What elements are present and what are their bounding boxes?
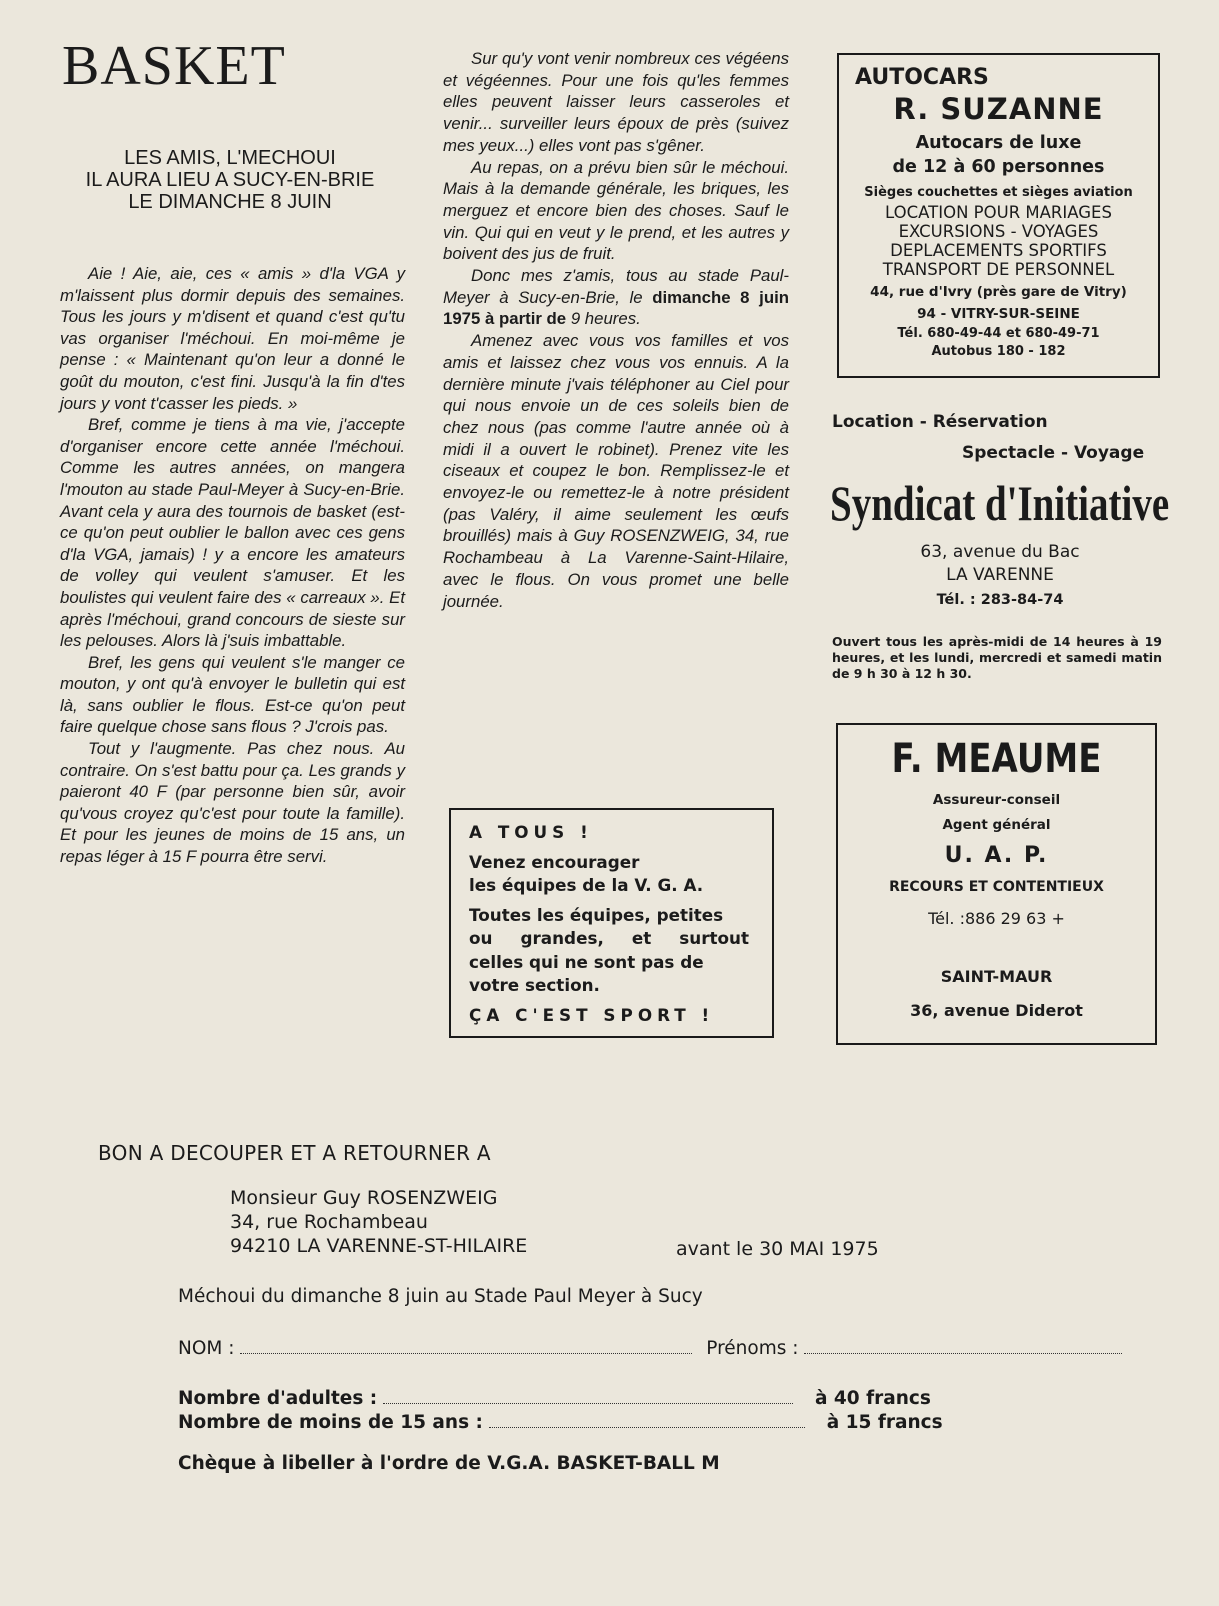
adults-price: à 40 francs [815, 1388, 931, 1409]
kids-row [178, 1412, 943, 1433]
article-paragraph: Bref, les gens qui veulent s'le manger ce mouton, y ont qu'à envoyer le bulletin qui est là, sans oublier le flous. Est-ce qu'on peut faire quelque chose sans flous ? J'crois pas. [60, 652, 405, 737]
encourage-title: A TOUS ! [469, 822, 593, 842]
prenoms-field[interactable] [804, 1339, 1122, 1354]
encourage-line: les équipes de la V. G. A. [469, 875, 704, 895]
ad-meaume-role-2: Agent général [942, 817, 1051, 833]
ad-meaume-role-1: Assureur-conseil [932, 792, 1061, 808]
syndicat-title: Syndicat d'Initiative [830, 475, 1170, 531]
article-paragraph: Au repas, on a prévu bien sûr le méchoui. Mais à la demande générale, les briques, les merguez et encore bien des choses. Sauf le vin. Qui qui en veut y le prend, et les autres y boivent des jus de fruit. [443, 157, 789, 264]
nom-field[interactable] [240, 1339, 692, 1354]
kids-price: à 15 francs [826, 1412, 943, 1433]
ad-autocars-tagline-2: de 12 à 60 personnes [892, 157, 1105, 177]
ad-autocars-service: EXCURSIONS - VOYAGES [898, 222, 1099, 241]
coupon-address-line: Monsieur Guy ROSENZWEIG [230, 1187, 498, 1209]
ad-meaume-phone: Tél. :886 29 63 + [928, 909, 1065, 928]
encourage-line: celles qui ne sont pas de [469, 951, 704, 972]
ad-meaume [836, 723, 1157, 1045]
encourage-box [449, 808, 774, 1038]
ad-autocars-address: 44, rue d'Ivry (près gare de Vitry) [870, 284, 1127, 300]
ad-autocars-name-1: AUTOCARS [855, 65, 989, 90]
masthead-title: BASKET [62, 35, 286, 97]
article-paragraph: Amenez avec vous vos familles et vos amis et laissez chez vous vos ennuis. A la dernière minute j'vais téléphoner au Ciel pour qui nous envoie un de ces soleils bien de chez nous (pas comme l'autre année où à midi il a ouvert le robinet). Prenez vite les ciseaux et coupez le bon. Remplissez-le et envoyez-le ou remettez-le à notre président (pas Valéry, il aime seulement les œufs brouillés) mais à Guy ROSENZWEIG, 34, rue Rochambeau à La Varenne-Saint-Hilaire, avec le flous. On vous promet une belle journée. [443, 331, 789, 611]
encourage-line: Toutes les équipes, petites [469, 904, 724, 925]
syndicat-phone: Tél. : 283-84-74 [936, 592, 1064, 608]
encourage-line: ou grandes, et surtout [469, 928, 749, 948]
syndicat-address-line-1: 63, avenue du Bac [920, 542, 1080, 562]
article-paragraph: Tout y l'augmente. Pas chez nous. Au contraire. On s'est battu pour ça. Les grands y paieront 40 F (par personne bien sûr, avoir qu'vous croyez qu'c'est pour toute la famille). Et pour les jeunes de moins de 15 ans, un repas léger à 15 F pourra être servi. [60, 739, 405, 867]
article-paragraph-date [443, 265, 789, 330]
date-text-post: 9 heures. [570, 309, 641, 329]
kids-label: Nombre de moins de 15 ans : [178, 1412, 483, 1433]
encourage-footer: ÇA C'EST SPORT ! [469, 1004, 715, 1025]
ad-autocars-service: LOCATION POUR MARIAGES [885, 203, 1112, 222]
ad-autocars-bus: Autobus 180 - 182 [931, 344, 1066, 359]
nom-label: NOM : [178, 1338, 235, 1359]
syndicat-address-line-2: LA VARENNE [946, 565, 1054, 585]
coupon-event: Méchoui du dimanche 8 juin au Stade Paul Meyer à Sucy [178, 1286, 703, 1307]
ad-meaume-company: U. A. P. [944, 843, 1049, 868]
article-headline [50, 147, 410, 213]
syndicat-location: Location - Réservation [832, 412, 1048, 432]
coupon-heading: BON A DECOUPER ET A RETOURNER A [98, 1141, 491, 1165]
headline-line-2: IL AURA LIEU A SUCY-EN-BRIE [85, 169, 375, 191]
ad-autocars-seats: Sièges couchettes et sièges aviation [864, 185, 1133, 200]
ad-autocars-service: DEPLACEMENTS SPORTIFS [890, 241, 1107, 260]
headline-line-3: LE DIMANCHE 8 JUIN [128, 191, 332, 213]
coupon-address [230, 1186, 527, 1258]
ad-autocars-phone: Tél. 680-49-44 et 680-49-71 [897, 326, 1100, 341]
ad-meaume-name: F. MEAUME [891, 736, 1102, 782]
date-text-bold: dimanche 8 juin 1975 à partir de [443, 287, 789, 329]
ad-meaume-address: 36, avenue Diderot [910, 1001, 1083, 1020]
ad-autocars-name-2: R. SUZANNE [893, 92, 1104, 126]
ad-autocars-city: 94 - VITRY-SUR-SEINE [917, 306, 1080, 322]
encourage-line: votre section. [469, 975, 600, 995]
nom-row [178, 1338, 1122, 1359]
ad-autocars-service: TRANSPORT DE PERSONNEL [882, 260, 1115, 279]
coupon-cheque: Chèque à libeller à l'ordre de V.G.A. BASKET-BALL M [178, 1453, 720, 1474]
article-paragraph: Sur qu'y vont venir nombreux ces végéens et végéennes. Pour une fois qu'les femmes elles peuvent laisser leurs casseroles et venir... surveiller leurs époux de près (suivez mes yeux...) elles vont pas s'gêner. [443, 49, 789, 155]
coupon-deadline: avant le 30 MAI 1975 [676, 1238, 879, 1260]
date-text-pre: Donc mes z'amis, tous au stade Paul-Meyer à Sucy-en-Brie, le [443, 266, 789, 307]
syndicat-hours: Ouvert tous les après-midi de 14 heures à 19 heures, et les lundi, mercredi et samedi matin de 9 h 30 à 12 h 30. [832, 634, 1162, 681]
adults-label: Nombre d'adultes : [178, 1388, 378, 1409]
coupon-address-line: 94210 LA VARENNE-ST-HILAIRE [230, 1235, 528, 1257]
ad-autocars-tagline-1: Autocars de luxe [915, 133, 1082, 153]
article-column-2 [443, 48, 789, 612]
article-paragraph: Bref, comme je tiens à ma vie, j'accepte d'organiser encore cette année l'méchoui. Comme les autres années, on mangera l'mouton au stade Paul-Meyer à Sucy-en-Brie. Avant cela y aura des tournois de basket (est-ce qu'on peut oublier le ballon avec ces gens d'la VGA, jamais) ! y a encore les amateurs de volley qui veulent s'amuser. Et les boulistes qui veulent faire des « carreaux ». Et après l'méchoui, grand concours de sieste sur les pelouses. Alors là j'suis imbattable. [60, 415, 405, 651]
article-column-1 [60, 263, 405, 868]
adults-row [178, 1388, 931, 1409]
headline-line-1: LES AMIS, L'MECHOUI [124, 147, 336, 169]
adults-field[interactable] [383, 1389, 793, 1404]
ad-meaume-service: RECOURS ET CONTENTIEUX [889, 879, 1104, 895]
syndicat-address [840, 541, 1160, 587]
syndicat-spectacle: Spectacle - Voyage [962, 443, 1145, 463]
kids-field[interactable] [489, 1413, 805, 1428]
coupon-address-line: 34, rue Rochambeau [230, 1211, 428, 1233]
prenoms-label: Prénoms : [706, 1338, 799, 1359]
ad-meaume-city: SAINT-MAUR [940, 967, 1053, 986]
encourage-line: Venez encourager [469, 851, 640, 872]
article-paragraph: Aie ! Aie, aie, ces « amis » d'la VGA y m'laissent plus dormir depuis des semaines. Tous les jours y m'disent et quand c'est qu'tu vas organiser l'méchoui. En moi-même je pense : « Maintenant qu'on leur a donné le goût du mouton, c'est fini. Jusqu'à la fin d'tes jours y vont t'casser les pieds. » [60, 264, 405, 413]
ad-autocars-suzanne [837, 53, 1160, 378]
